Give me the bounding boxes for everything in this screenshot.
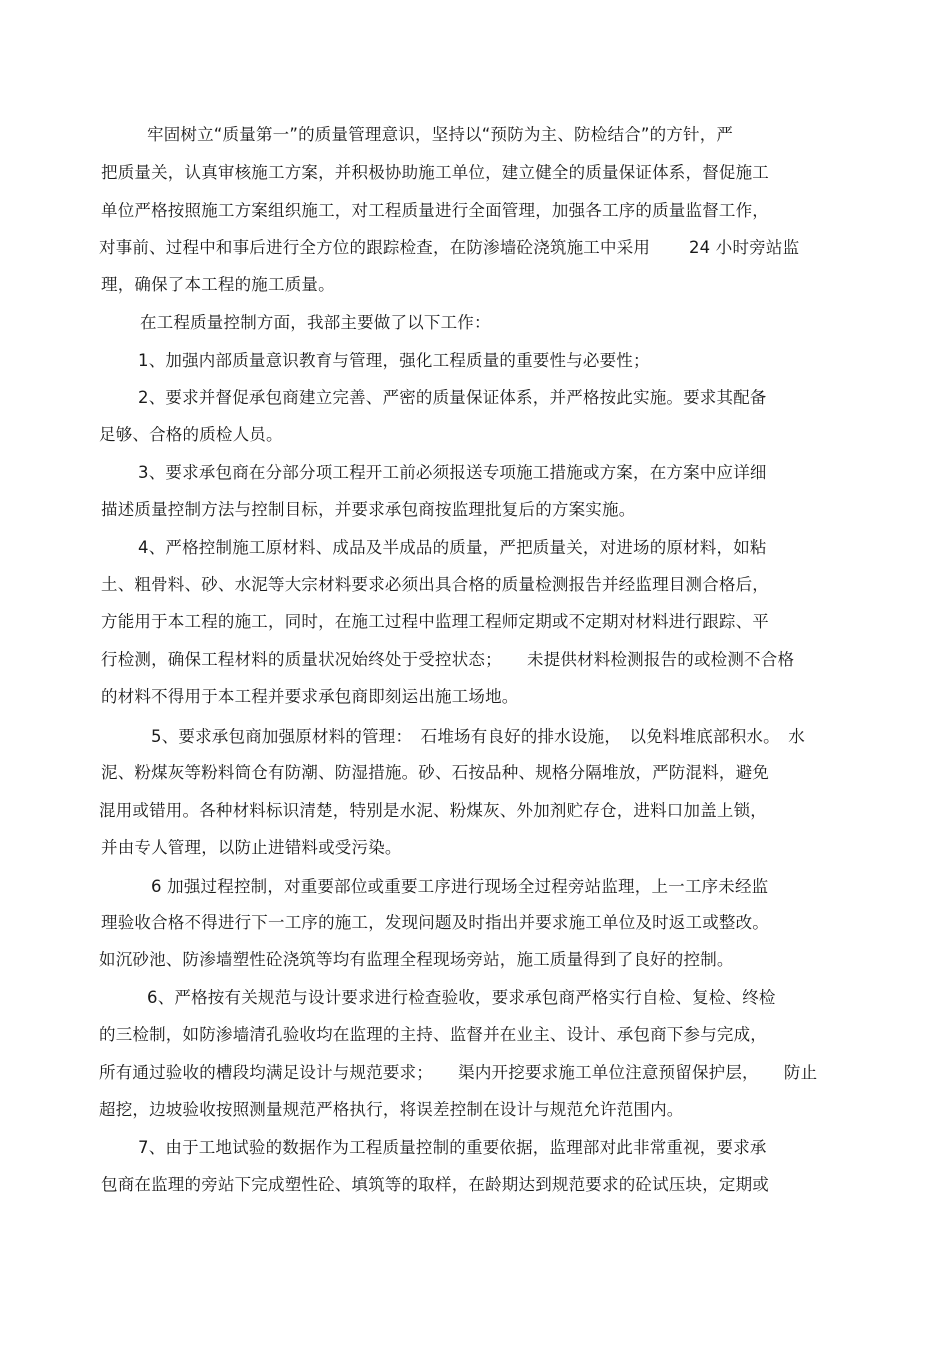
item-5-line-3: 混用或错用。各种材料标识清楚，特别是水泥、粉煤灰、外加剂贮存仓，进料口加盖上锁， [99, 801, 767, 820]
item-6b-line-3: 所有通过验收的槽段均满足设计与规范要求； 渠内开挖要求施工单位注意预留保护层， 防止 [99, 1063, 818, 1082]
item-5-line-1: 5、要求承包商加强原材料的管理： 石堆场有良好的排水设施， 以免料堆底部积水。 水 [151, 727, 805, 746]
item-2-line-1: 2、要求并督促承包商建立完善、严密的质量保证体系，并严格按此实施。要求其配备 [138, 388, 767, 407]
item-5-line-2: 泥、粉煤灰等粉料筒仓有防潮、防湿措施。砂、石按品种、规格分隔堆放，严防混料，避免 [101, 763, 769, 782]
item-6a-line-3: 如沉砂池、防渗墙塑性砼浇筑等均有监理全程现场旁站，施工质量得到了良好的控制。 [99, 950, 734, 969]
item-2-line-2: 足够、合格的质检人员。 [99, 425, 283, 444]
item-1-line-1: 1、加强内部质量意识教育与管理，强化工程质量的重要性与必要性； [138, 351, 650, 370]
item-6b-line-4: 超挖，边坡验收按照测量规范严格执行，将误差控制在设计与规范允许范围内。 [99, 1100, 684, 1119]
item-5-line-4: 并由专人管理，以防止进错料或受污染。 [101, 838, 402, 857]
item-6a-line-1: 6 加强过程控制，对重要部位或重要工序进行现场全过程旁站监理，上一工序未经监 [151, 877, 769, 896]
item-6b-line-2: 的三检制，如防渗墙清孔验收均在监理的主持、监督并在业主、设计、承包商下参与完成， [99, 1025, 767, 1044]
item-7-line-2: 包商在监理的旁站下完成塑性砼、填筑等的取样，在龄期达到规范要求的砼试压块，定期或 [101, 1175, 769, 1194]
item-3-line-1: 3、要求承包商在分部分项工程开工前必须报送专项施工措施或方案，在方案中应详细 [138, 463, 767, 482]
item-3-line-2: 描述质量控制方法与控制目标，并要求承包商按监理批复后的方案实施。 [101, 500, 636, 519]
item-4-line-1: 4、严格控制施工原材料、成品及半成品的质量，严把质量关，对进场的原材料，如粘 [138, 538, 767, 557]
item-4-line-5: 的材料不得用于本工程并要求承包商即刻运出施工场地。 [101, 687, 519, 706]
paragraph-1-line-1: 牢固树立“质量第一”的质量管理意识，坚持以“预防为主、防检结合”的方针，严 [147, 125, 734, 144]
item-4-line-3: 方能用于本工程的施工，同时，在施工过程中监理工程师定期或不定期对材料进行跟踪、平 [101, 612, 769, 631]
paragraph-1-line-5: 理，确保了本工程的施工质量。 [101, 275, 335, 294]
item-4-line-4: 行检测，确保工程材料的质量状况始终处于受控状态； 未提供材料检测报告的或检测不合格 [101, 650, 795, 669]
paragraph-1-line-4: 对事前、过程中和事后进行全方位的跟踪检查，在防渗墙砼浇筑施工中采用 24 小时旁站监 [99, 238, 800, 257]
paragraph-1-line-3: 单位严格按照施工方案组织施工，对工程质量进行全面管理，加强各工序的质量监督工作， [101, 201, 769, 220]
item-6b-line-1: 6、严格按有关规范与设计要求进行检查验收，要求承包商严格实行自检、复检、终检 [147, 988, 776, 1007]
item-6a-line-2: 理验收合格不得进行下一工序的施工，发现问题及时指出并要求施工单位及时返工或整改。 [101, 913, 769, 932]
intro-line: 在工程质量控制方面，我部主要做了以下工作： [140, 313, 491, 332]
item-4-line-2: 土、粗骨料、砂、水泥等大宗材料要求必须出具合格的质量检测报告并经监理目测合格后， [101, 575, 769, 594]
paragraph-1-line-2: 把质量关，认真审核施工方案，并积极协助施工单位，建立健全的质量保证体系，督促施工 [101, 163, 769, 182]
item-7-line-1: 7、由于工地试验的数据作为工程质量控制的重要依据，监理部对此非常重视，要求承 [138, 1138, 767, 1157]
